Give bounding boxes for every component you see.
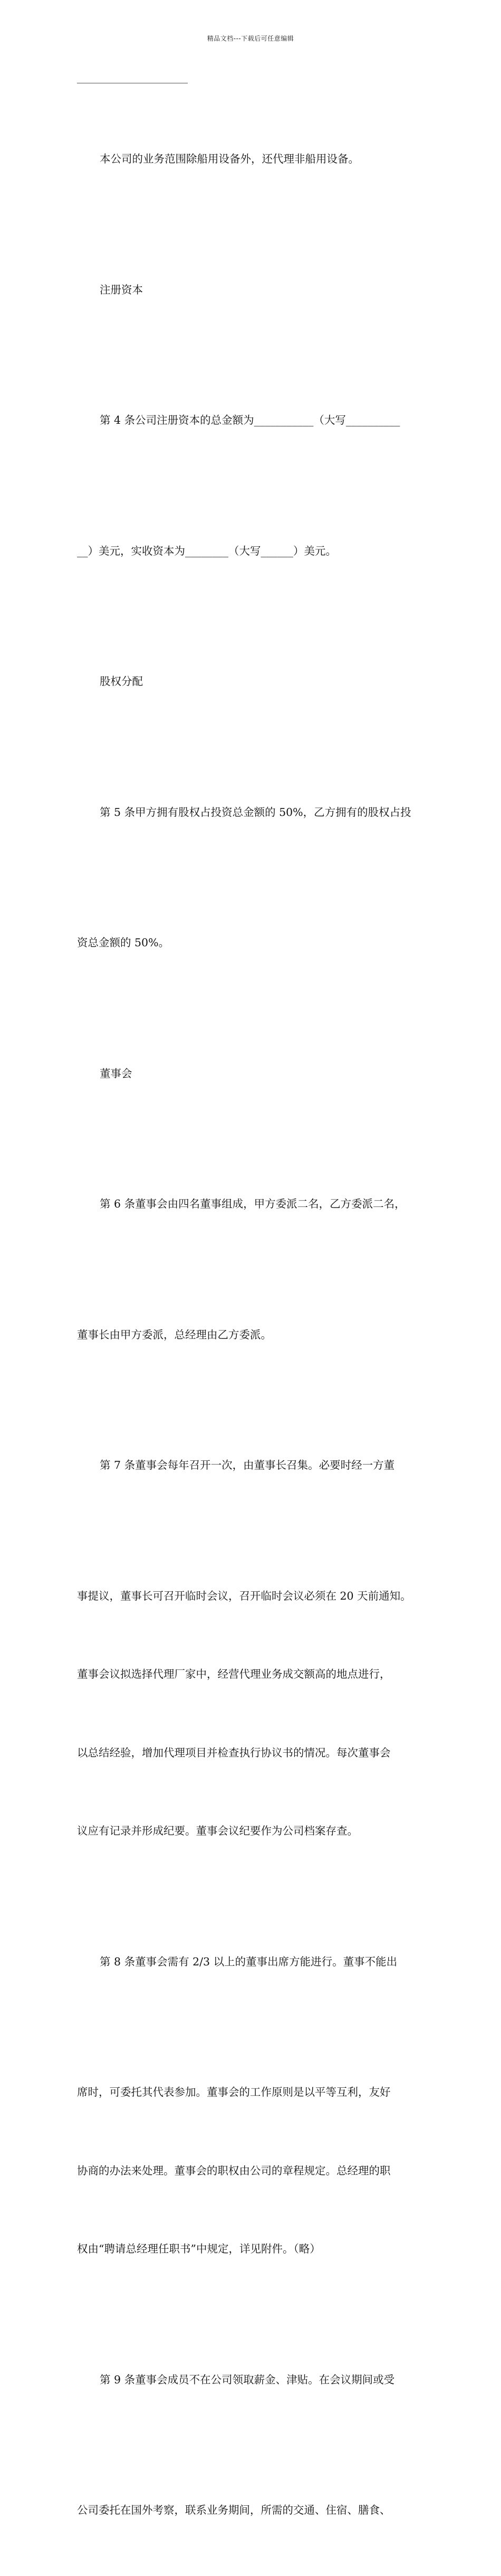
section-heading-equity-distribution	[77, 616, 427, 747]
text-line: 董事会议拟选择代理厂家中，经营代理业务成交额高的地点进行，	[77, 1668, 391, 1680]
document-body	[77, 94, 427, 2576]
article-9-paragraph	[77, 2315, 427, 2446]
text-line: 第 4 条公司注册资本的总金额为___________（大写__________	[100, 414, 400, 426]
text-line: 第 8 条董事会需有 2/3 以上的董事出席方能进行。董事不能出	[100, 1955, 398, 1968]
text-line: 议应有记录并形成纪要。董事会议纪要作为公司档案存查。	[77, 1824, 358, 1837]
text-line: 公司委托在国外考察，联系业务期间，所需的交通、住宿、膳食、	[77, 2504, 391, 2516]
article-8-paragraph	[77, 1897, 427, 2028]
text-line: 权由“聘请总经理任职书”中规定，详见附件。（略）	[77, 2242, 321, 2255]
article-7-paragraph	[77, 1400, 427, 1531]
text-line: 席时，可委托其代表参加。董事会的工作原则是以平等互利，友好	[77, 2086, 391, 2098]
article-5-continuation	[77, 878, 427, 1009]
text-line: 资总金额的 50%。	[77, 936, 170, 949]
text-line: __）美元，实收资本为________（大写______）美元。	[77, 544, 336, 557]
article-5-paragraph	[77, 747, 427, 878]
section-heading-registered-capital	[77, 225, 427, 356]
text-line: 本公司的业务范围除船用设备外，还代理非船用设备。	[100, 153, 359, 165]
text-line: 股权分配	[100, 675, 143, 688]
article-6-continuation	[77, 1270, 427, 1401]
text-line: 第 7 条董事会每年召开一次，由董事长召集。必要时经一方董	[100, 1459, 395, 1471]
article-4-paragraph	[77, 355, 427, 486]
article-8-continuation	[77, 2027, 427, 2315]
text-line: 第 6 条董事会由四名董事组成，甲方委派二名，乙方委派二名，	[100, 1197, 406, 1210]
article-4-continuation	[77, 486, 427, 617]
text-line: 第 5 条甲方拥有股权占投资总金额的 50%，乙方拥有的股权占投	[100, 805, 411, 819]
text-line: 协商的办法来处理。董事会的职权由公司的章程规定。总经理的职	[77, 2164, 391, 2177]
scope-paragraph	[77, 94, 427, 225]
text-line: 董事长由甲方委派，总经理由乙方委派。	[77, 1328, 272, 1341]
article-9-continuation	[77, 2445, 427, 2576]
text-line: 董事会	[100, 1067, 132, 1080]
text-line: 事提议，董事长可召开临时会议，召开临时会议必须在 20 天前通知。	[77, 1589, 411, 1602]
page-header: 精品文档---下载后可任意编辑	[207, 35, 294, 42]
text-line: 第 9 条董事会成员不在公司领取薪金、津贴。在会议期间或受	[100, 2373, 395, 2386]
article-7-continuation	[77, 1531, 427, 1897]
article-6-paragraph	[77, 1139, 427, 1270]
text-line: 注册资本	[100, 283, 143, 296]
text-line: 以总结经验，增加代理项目并检查执行协议书的情况。每次董事会	[77, 1746, 391, 1759]
section-heading-board	[77, 1009, 427, 1139]
